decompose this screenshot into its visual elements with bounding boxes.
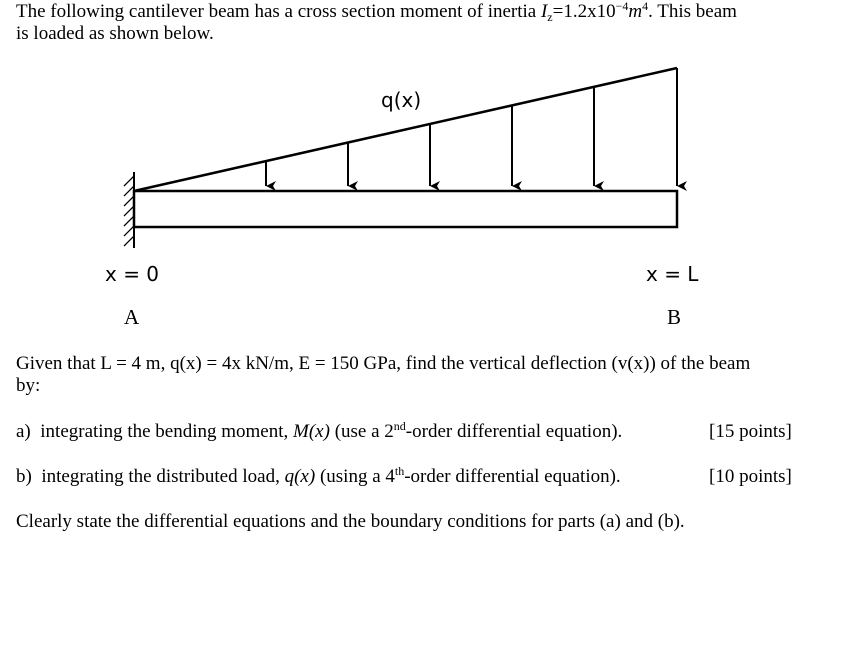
part-a-points: [15 points]: [709, 421, 792, 442]
inertia-unit-exponent: 4: [642, 0, 649, 13]
part-b-text-before: integrating the distributed load,: [41, 466, 285, 487]
inertia-symbol: I: [540, 1, 548, 22]
part-b: [16, 466, 621, 488]
intro-prefix: The following cantilever beam has a cross section moment of inertia: [16, 1, 541, 22]
beam: [134, 191, 677, 227]
right-position-label: x = L: [646, 262, 699, 286]
part-a-function: M(x): [293, 421, 330, 442]
part-a-text-before: integrating the bending moment,: [40, 421, 294, 442]
given-line-2: by:: [16, 375, 41, 396]
part-a: [16, 421, 622, 443]
part-b-function: q(x): [284, 466, 316, 487]
intro-suffix: . This beam: [648, 1, 737, 22]
load-label: q(x): [381, 88, 422, 112]
fixed-support-hatching: [124, 176, 134, 246]
part-a-text-after: -order differential equation).: [405, 421, 623, 442]
part-a-label: a): [16, 421, 31, 442]
point-a-label: A: [124, 305, 140, 329]
left-position-label: x = 0: [105, 262, 160, 286]
inertia-unit: m: [628, 1, 643, 22]
inertia-value: =1.2x10: [552, 1, 616, 22]
part-a-text-mid: (use a 2: [329, 421, 394, 442]
load-distribution-line: [134, 68, 677, 191]
part-b-ordinal: th: [394, 464, 405, 478]
given-line-1: Given that L = 4 m, q(x) = 4x kN/m, E = 150 GPa, find the vertical deflection (v(x)) of the beam: [16, 353, 751, 374]
point-b-label: B: [667, 305, 682, 329]
inertia-subscript: z: [547, 10, 553, 24]
part-a-ordinal: nd: [393, 419, 406, 433]
load-arrows: [266, 68, 677, 186]
intro-line-2: is loaded as shown below.: [16, 23, 214, 44]
part-b-text-mid: (using a 4: [315, 466, 395, 487]
part-b-label: b): [16, 466, 32, 487]
closing-instruction: Clearly state the differential equations and the boundary conditions for parts (a) and (b).: [16, 511, 685, 532]
part-b-points: [10 points]: [709, 466, 792, 487]
inertia-exponent: −4: [615, 0, 629, 13]
part-b-text-after: -order differential equation).: [404, 466, 621, 487]
given-paragraph: [16, 353, 816, 397]
